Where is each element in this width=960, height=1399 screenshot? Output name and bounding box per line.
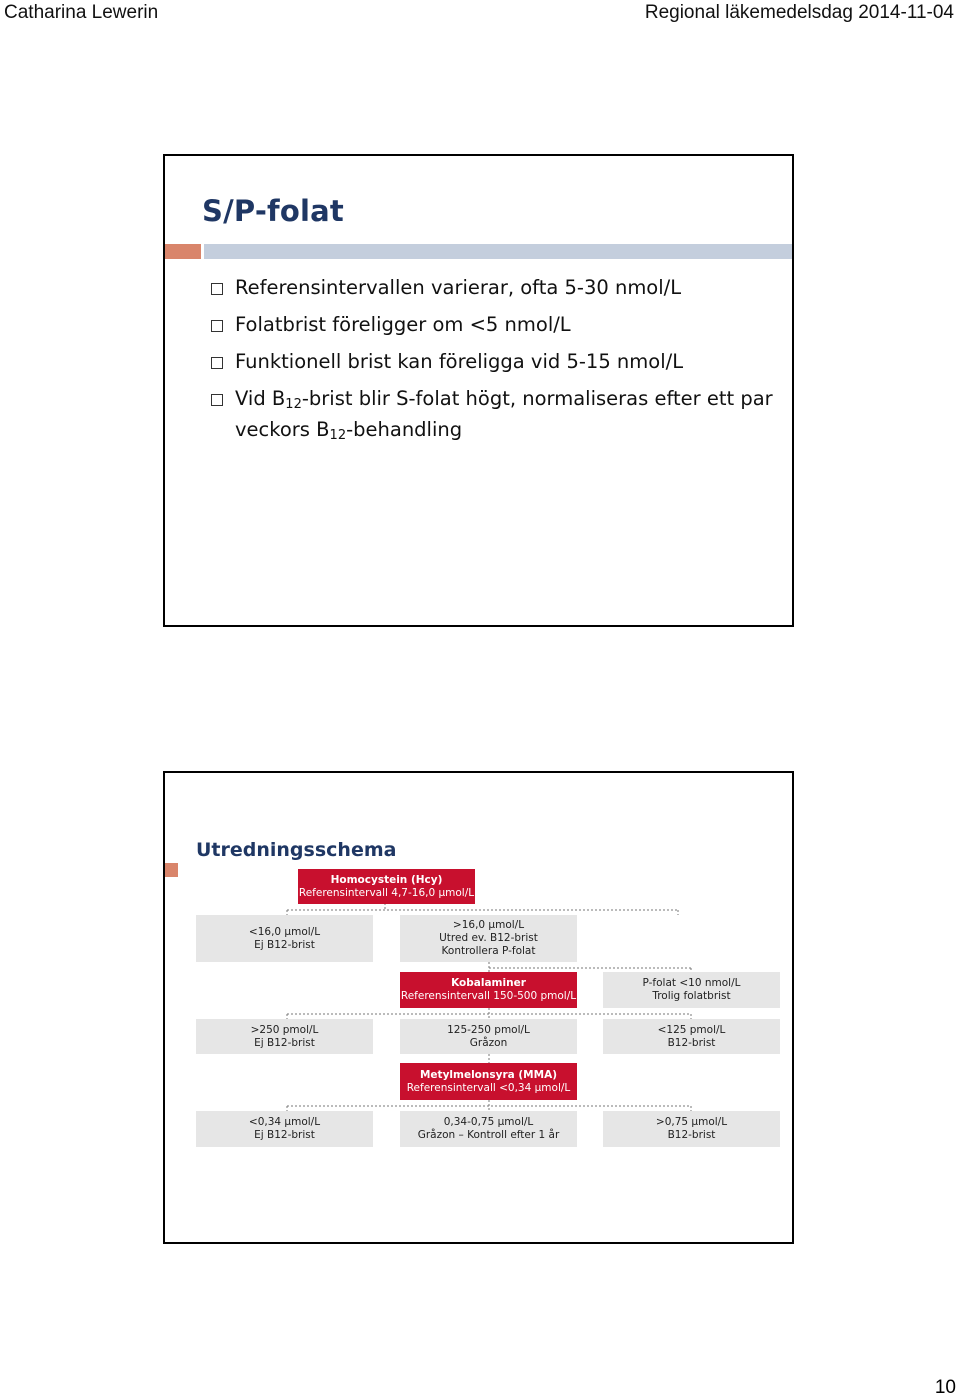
flow-box-kob-low [603,1019,780,1054]
title-rule [204,244,792,259]
box-heading: Metylmelonsyra (MMA) [419,1068,558,1081]
flow-box-mma-low [196,1111,373,1147]
slide-title: S/P-folat [202,194,344,228]
slide-folat [163,154,794,627]
flow-box-kob-high [196,1019,373,1054]
bullet-item [211,309,781,340]
title-rule-accent [165,244,201,259]
flow-box-kobalaminer [400,972,577,1008]
box-text: >250 pmol/L [250,1023,319,1036]
bullet-item [211,346,781,377]
box-text: <16,0 µmol/L [248,925,321,938]
bullet-text-part: -behandling [346,418,463,441]
square-bullet-icon [211,394,223,406]
subscript: 12 [285,397,302,412]
bullet-text: Folatbrist föreligger om <5 nmol/L [235,313,571,336]
bullet-item [211,383,781,445]
square-bullet-icon [211,320,223,332]
flow-box-hcy-high [400,915,577,962]
flow-box-mma-mid [400,1111,577,1147]
box-text: Kontrollera P-folat [441,945,536,957]
box-text: Trolig folatbrist [652,990,731,1002]
bullet-text: Referensintervallen varierar, ofta 5-30 nmol/L [235,276,682,299]
bullet-text-part: Vid B [235,387,286,410]
flow-box-kob-mid [400,1019,577,1054]
box-text: Referensintervall <0,34 µmol/L [406,1081,571,1094]
header-event: Regional läkemedelsdag 2014-11-04 [644,2,954,23]
header-author: Catharina Lewerin [4,2,159,23]
box-text: B12-brist [667,1129,716,1141]
flow-box-homocystein [298,869,475,904]
box-text: >16,0 µmol/L [452,919,525,931]
box-text: Gråzon – Kontroll efter 1 år [417,1129,560,1141]
bullet-text: Funktionell brist kan föreligga vid 5-15 nmol/L [235,350,684,373]
box-text: Referensintervall 4,7-16,0 µmol/L [298,886,475,899]
box-text: 0,34-0,75 µmol/L [443,1116,534,1128]
flow-box-mma [400,1063,577,1100]
subscript: 12 [329,428,347,443]
box-heading: Homocystein (Hcy) [330,873,443,886]
slide-flowchart [163,771,794,1244]
bullet-text-part: -brist blir S-folat högt, normaliseras efter ett par veckors B [235,387,773,441]
box-text: Utred ev. B12-brist [439,932,538,944]
box-text: B12-brist [667,1036,716,1049]
box-text: 125-250 pmol/L [447,1023,530,1036]
box-heading: Kobalaminer [451,977,526,989]
square-bullet-icon [211,357,223,369]
box-text: Ej B12-brist [254,1036,315,1049]
box-text: <125 pmol/L [657,1023,726,1036]
box-text: Gråzon [469,1036,508,1049]
flow-box-hcy-low [196,915,373,962]
box-text: >0,75 µmol/L [655,1116,728,1128]
slide-title: Utredningsschema [196,839,397,861]
bullet-item [211,272,781,303]
flow-box-folat-low [603,972,780,1008]
box-text: <0,34 µmol/L [248,1116,321,1128]
flow-box-mma-high [603,1111,780,1147]
bullet-list [211,272,781,445]
box-text: Referensintervall 150-500 pmol/L [400,990,577,1002]
box-text: Ej B12-brist [254,938,315,951]
box-text: Ej B12-brist [254,1129,315,1141]
page-number: 10 [934,1377,956,1398]
square-bullet-icon [211,283,223,295]
box-text: P-folat <10 nmol/L [642,977,741,989]
